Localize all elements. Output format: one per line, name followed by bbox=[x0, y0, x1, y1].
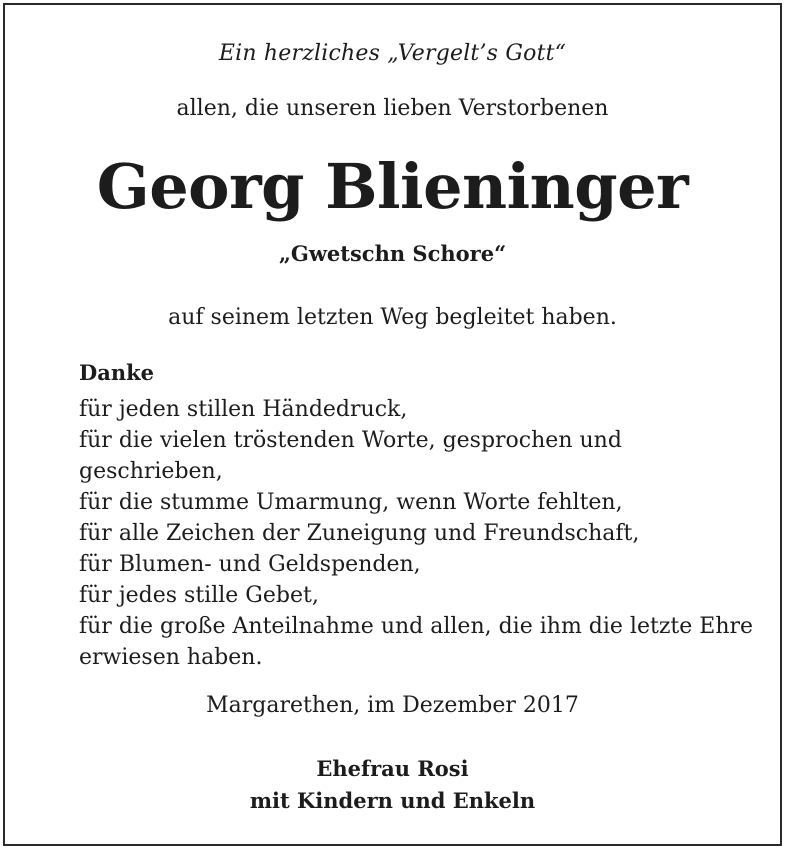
signature-line-1: Ehefrau Rosi bbox=[316, 756, 469, 781]
place-date: Margarethen, im Dezember 2017 bbox=[206, 693, 579, 718]
thanks-line: für die vielen tröstenden Worte, gesprochen und geschrieben, bbox=[79, 428, 622, 484]
thanks-line: für jeden stillen Händedruck, bbox=[79, 397, 408, 422]
intro-line-2: allen, die unseren lieben Verstorbenen bbox=[176, 96, 609, 121]
intro-line: Ein herzliches „Vergelt’s Gott“ bbox=[218, 41, 567, 66]
thanks-title: Danke bbox=[79, 360, 154, 385]
thanks-line: für alle Zeichen der Zuneigung und Freundschaft, bbox=[79, 521, 640, 546]
thanks-line: für jedes stille Gebet, bbox=[79, 583, 319, 608]
thanks-line: für Blumen- und Geldspenden, bbox=[79, 552, 421, 577]
last-way-line: auf seinem letzten Weg begleitet haben. bbox=[168, 305, 617, 330]
memorial-thanks-notice bbox=[3, 3, 782, 846]
thanks-block bbox=[79, 357, 759, 673]
nickname: „Gwetschn Schore“ bbox=[278, 241, 507, 266]
deceased-name: Georg Blieninger bbox=[96, 150, 689, 223]
thanks-line: für die große Anteilnahme und allen, die ihm die letzte Ehre erwiesen haben. bbox=[79, 614, 754, 670]
signature-line-2: mit Kindern und Enkeln bbox=[249, 788, 536, 813]
thanks-line: für die stumme Umarmung, wenn Worte fehlten, bbox=[79, 490, 623, 515]
